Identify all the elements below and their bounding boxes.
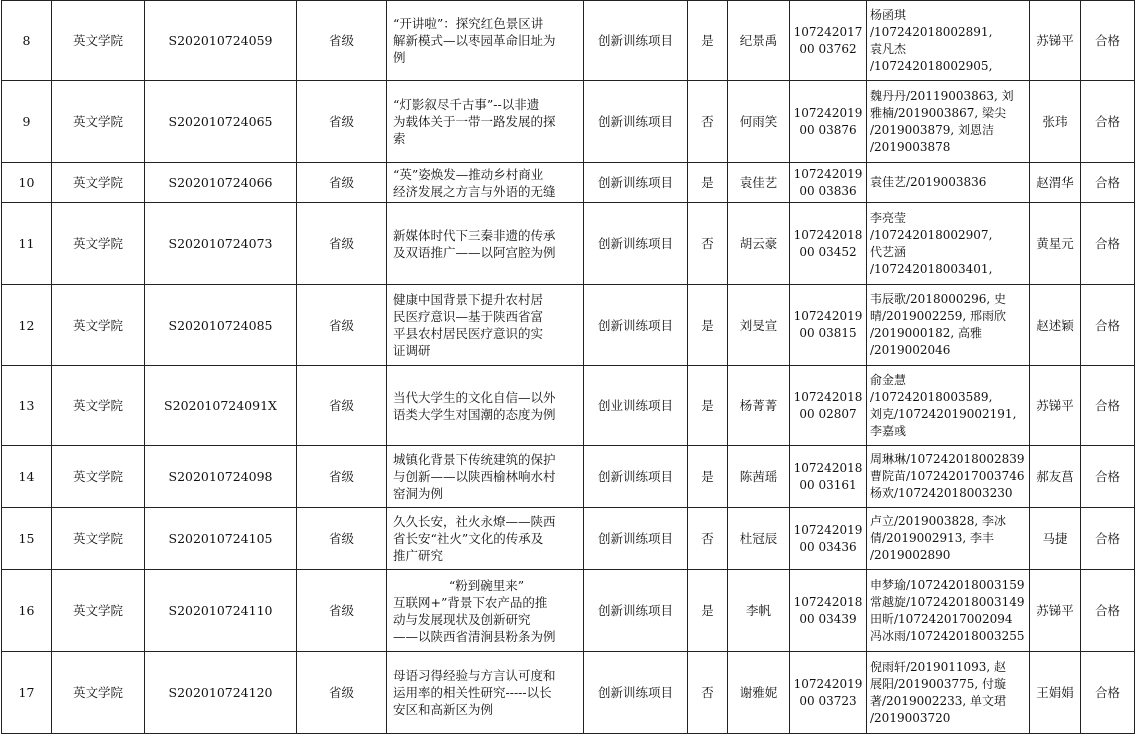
student-code-cell: 10724201800 03452 — [790, 203, 867, 285]
row-number: 11 — [2, 203, 52, 285]
leader-cell: 杜冠辰 — [728, 508, 790, 570]
level-cell: 省级 — [297, 285, 387, 366]
level-cell: 省级 — [297, 652, 387, 734]
project-id-cell: S202010724110 — [145, 570, 297, 652]
student-code-cell: 10724201900 03436 — [790, 508, 867, 570]
flag-cell: 否 — [688, 508, 728, 570]
project-type-cell: 创新训练项目 — [584, 446, 688, 508]
project-id-cell: S202010724098 — [145, 446, 297, 508]
result-cell: 合格 — [1081, 366, 1135, 446]
advisor-cell: 郝友菖 — [1030, 446, 1081, 508]
row-number: 9 — [2, 81, 52, 163]
members-cell: 李亮莹 /107242018002907, 代艺涵 /107242018003401, — [867, 203, 1030, 285]
table-row — [2, 508, 1135, 570]
college-cell: 英文学院 — [52, 366, 145, 446]
table-row — [2, 652, 1135, 734]
advisor-cell: 黄星元 — [1030, 203, 1081, 285]
project-id-cell: S202010724066 — [145, 163, 297, 203]
members-cell: 周琳琳/107242018002839 曹院苗/107242017003746 杨欢/107242018003230 — [867, 446, 1030, 508]
project-type-cell: 创新训练项目 — [584, 203, 688, 285]
table-row — [2, 163, 1135, 203]
level-cell: 省级 — [297, 163, 387, 203]
leader-cell: 何雨笑 — [728, 81, 790, 163]
project-id-cell: S202010724065 — [145, 81, 297, 163]
student-code-cell: 10724201900 03876 — [790, 81, 867, 163]
members-cell: 韦辰歌/2018000296, 史 晴/2019002259, 邢雨欣 /2019000182, 高雅 /2019002046 — [867, 285, 1030, 366]
project-title-heading: “粉到碗里来” — [448, 577, 525, 593]
result-cell: 合格 — [1081, 203, 1135, 285]
project-title-cell: 久久长安，社火永燎——陕西 省长安“社火”文化的传承及 推广研究 — [387, 508, 584, 570]
college-cell: 英文学院 — [52, 446, 145, 508]
flag-cell: 是 — [688, 570, 728, 652]
leader-cell: 纪景禹 — [728, 1, 790, 81]
student-code-cell: 10724201700 03762 — [790, 1, 867, 81]
result-cell: 合格 — [1081, 1, 1135, 81]
flag-cell: 是 — [688, 285, 728, 366]
table-row — [2, 570, 1135, 652]
members-cell: 俞金慧 /107242018003589, 刘克/107242019002191, 李嘉彧 — [867, 366, 1030, 446]
project-id-cell: S202010724091X — [145, 366, 297, 446]
student-code-cell: 10724201900 03836 — [790, 163, 867, 203]
college-cell: 英文学院 — [52, 285, 145, 366]
project-type-cell: 创新训练项目 — [584, 163, 688, 203]
advisor-cell: 王娟娟 — [1030, 652, 1081, 734]
result-cell: 合格 — [1081, 285, 1135, 366]
members-cell: 申梦瑜/107242018003159 常越旋/107242018003149 田昕/107242017002094 冯冰雨/107242018003255 — [867, 570, 1030, 652]
flag-cell: 是 — [688, 1, 728, 81]
level-cell: 省级 — [297, 81, 387, 163]
student-code-cell: 10724201900 03723 — [790, 652, 867, 734]
members-cell: 杨函琪 /107242018002891, 袁凡杰 /107242018002905, — [867, 1, 1030, 81]
flag-cell: 否 — [688, 81, 728, 163]
level-cell: 省级 — [297, 446, 387, 508]
row-number: 10 — [2, 163, 52, 203]
table-row — [2, 446, 1135, 508]
project-type-cell: 创业训练项目 — [584, 366, 688, 446]
leader-cell: 谢雅妮 — [728, 652, 790, 734]
result-cell: 合格 — [1081, 446, 1135, 508]
table-row — [2, 81, 1135, 163]
student-code-cell: 10724201800 03161 — [790, 446, 867, 508]
college-cell: 英文学院 — [52, 163, 145, 203]
project-title-cell: 健康中国背景下提升农村居 民医疗意识—基于陕西省富 平县农村居民医疗意识的实 证调研 — [387, 285, 584, 366]
row-number: 15 — [2, 508, 52, 570]
members-cell: 倪雨轩/2019011093, 赵 展阳/2019003775, 付璇 著/2019002233, 单文珺 /2019003720 — [867, 652, 1030, 734]
college-cell: 英文学院 — [52, 508, 145, 570]
project-title-cell: “开讲啦”：探究红色景区讲 解新模式—以枣园革命旧址为 例 — [387, 1, 584, 81]
project-title-cell: “灯影叙尽千古事”--以非遗 为载体关于一带一路发展的探 索 — [387, 81, 584, 163]
leader-cell: 陈茜瑶 — [728, 446, 790, 508]
advisor-cell: 马捷 — [1030, 508, 1081, 570]
table-row — [2, 285, 1135, 366]
leader-cell: 袁佳艺 — [728, 163, 790, 203]
result-cell: 合格 — [1081, 81, 1135, 163]
college-cell: 英文学院 — [52, 81, 145, 163]
project-id-cell: S202010724085 — [145, 285, 297, 366]
level-cell: 省级 — [297, 203, 387, 285]
leader-cell: 李帆 — [728, 570, 790, 652]
row-number: 13 — [2, 366, 52, 446]
project-title-cell — [387, 570, 584, 652]
row-number: 14 — [2, 446, 52, 508]
project-title-cell: 当代大学生的文化自信—以外 语类大学生对国潮的态度为例 — [387, 366, 584, 446]
college-cell: 英文学院 — [52, 570, 145, 652]
advisor-cell: 苏锑平 — [1030, 366, 1081, 446]
level-cell: 省级 — [297, 366, 387, 446]
result-cell: 合格 — [1081, 652, 1135, 734]
row-number: 17 — [2, 652, 52, 734]
project-type-cell: 创新训练项目 — [584, 570, 688, 652]
advisor-cell: 苏锑平 — [1030, 570, 1081, 652]
student-code-cell: 10724201800 03439 — [790, 570, 867, 652]
project-type-cell: 创新训练项目 — [584, 285, 688, 366]
leader-cell: 杨菁菁 — [728, 366, 790, 446]
project-type-cell: 创新训练项目 — [584, 508, 688, 570]
members-cell: 魏丹丹/20119003863, 刘 雅楠/2019003867, 梁尖 /2019003879, 刘恩洁 /2019003878 — [867, 81, 1030, 163]
flag-cell: 否 — [688, 652, 728, 734]
level-cell: 省级 — [297, 570, 387, 652]
project-id-cell: S202010724120 — [145, 652, 297, 734]
members-cell: 卢立/2019003828, 李冰 倩/2019002913, 李丰 /2019002890 — [867, 508, 1030, 570]
flag-cell: 是 — [688, 366, 728, 446]
project-title-cell: 母语习得经验与方言认可度和 运用率的相关性研究-----以长 安区和高新区为例 — [387, 652, 584, 734]
advisor-cell: 赵渭华 — [1030, 163, 1081, 203]
flag-cell: 是 — [688, 163, 728, 203]
project-type-cell: 创新训练项目 — [584, 1, 688, 81]
student-code-cell: 10724201900 03815 — [790, 285, 867, 366]
table-row — [2, 366, 1135, 446]
leader-cell: 胡云豪 — [728, 203, 790, 285]
advisor-cell: 苏锑平 — [1030, 1, 1081, 81]
flag-cell: 否 — [688, 203, 728, 285]
college-cell: 英文学院 — [52, 203, 145, 285]
result-cell: 合格 — [1081, 508, 1135, 570]
row-number: 12 — [2, 285, 52, 366]
project-table — [1, 0, 1135, 734]
advisor-cell: 赵述颖 — [1030, 285, 1081, 366]
table-row — [2, 203, 1135, 285]
project-id-cell: S202010724105 — [145, 508, 297, 570]
college-cell: 英文学院 — [52, 1, 145, 81]
project-title-cell: 新媒体时代下三秦非遗的传承 及双语推广——以阿宫腔为例 — [387, 203, 584, 285]
members-cell: 袁佳艺/2019003836 — [867, 163, 1030, 203]
leader-cell: 刘旻宣 — [728, 285, 790, 366]
row-number: 8 — [2, 1, 52, 81]
project-id-cell: S202010724073 — [145, 203, 297, 285]
project-title-text: 互联网+”背景下农产品的推 动与发展现状及创新研究 ——以陕西省清涧县粉条为例 — [393, 594, 556, 644]
project-id-cell: S202010724059 — [145, 1, 297, 81]
level-cell: 省级 — [297, 508, 387, 570]
flag-cell: 是 — [688, 446, 728, 508]
table-row — [2, 1, 1135, 81]
student-code-cell: 10724201800 02807 — [790, 366, 867, 446]
project-title-cell: “英”姿焕发—推动乡村商业 经济发展之方言与外语的无缝 — [387, 163, 584, 203]
level-cell: 省级 — [297, 1, 387, 81]
advisor-cell: 张玮 — [1030, 81, 1081, 163]
project-type-cell: 创新训练项目 — [584, 81, 688, 163]
college-cell: 英文学院 — [52, 652, 145, 734]
result-cell: 合格 — [1081, 570, 1135, 652]
result-cell: 合格 — [1081, 163, 1135, 203]
row-number: 16 — [2, 570, 52, 652]
project-type-cell: 创新训练项目 — [584, 652, 688, 734]
project-title-cell: 城镇化背景下传统建筑的保护 与创新——以陕西榆林响水村 窑洞为例 — [387, 446, 584, 508]
